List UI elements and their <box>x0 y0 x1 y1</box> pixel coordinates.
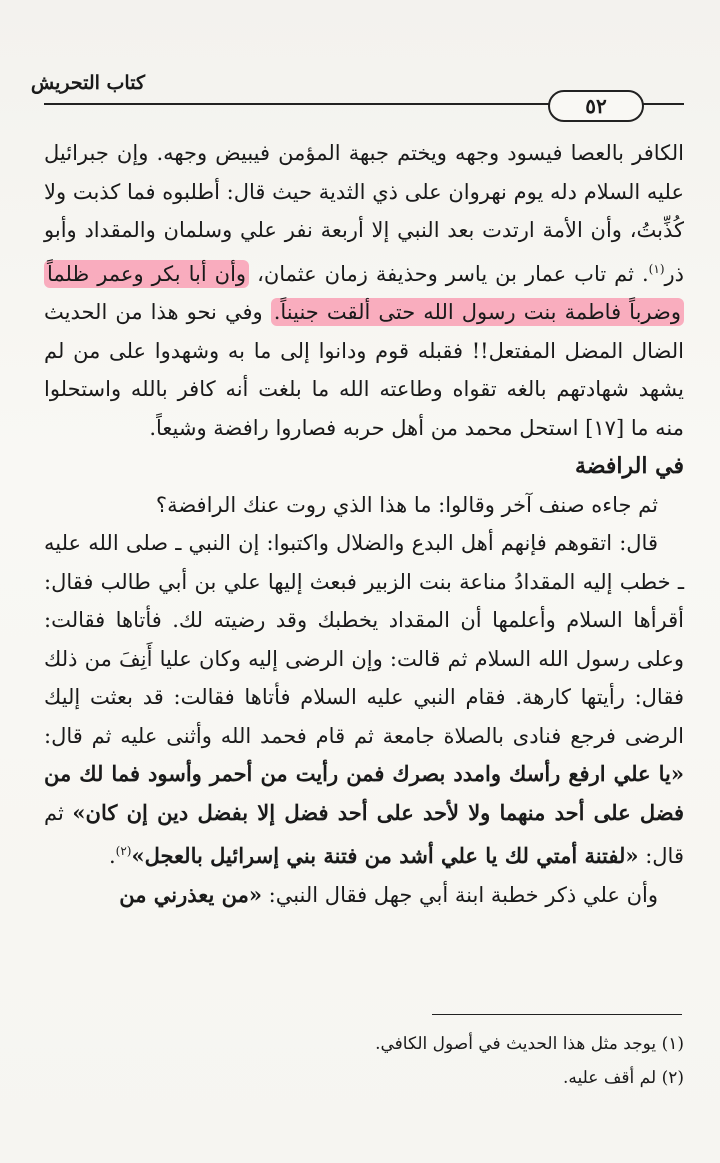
footnote-2: (٢) لم أقف عليه. <box>563 1068 684 1088</box>
footnote-ref-1[interactable]: (١) <box>648 261 665 276</box>
footnote-1: (١) يوجد مثل هذا الحديث في أصول الكافي. <box>375 1034 684 1054</box>
footnote-ref-2[interactable]: (٢) <box>115 844 132 858</box>
paragraph-2: ثم جاءه صنف آخر وقالوا: ما هذا الذي روت عنك الرافضة؟ <box>155 492 658 517</box>
body-text <box>44 134 684 914</box>
running-title: كتاب التحريش <box>30 72 145 94</box>
page-number: ٥٢ <box>548 90 644 122</box>
hadith-quote-2: «لفتنة أمتي لك يا علي أشد من فتنة بني إسرائيل بالعجل» <box>131 843 639 868</box>
footnotes <box>44 1027 684 1095</box>
paragraph-4: وأن علي ذكر خطبة ابنة أبي جهل فقال النبي: «من يعذرني من <box>119 881 658 907</box>
highlighted-sentence: وأن أبا بكر وعمر ظلماً وضرباً فاطمة بنت رسول الله حتى ألقت جنيناً. <box>44 260 684 327</box>
paragraph-1: الكافر بالعصا فيسود وجهه ويختم جبهة المؤمن فيبيض وجهه. وإن جبرائيل عليه السلام دله يوم نهروان على ذي الثدية حيث قال: أطلبوه فما كذبت ولا كُذِّبتُ، وأن الأمة ارتدت بعد النبي إلا أربعة نفر علي وسلمان والمقداد وأبو ذر$^{(١)}$. ثم تاب عمار بن ياسر وحذيفة زمان عثمان، وأن أبا بكر وعمر ظلماً وضرباً فاطمة بنت رسول الله حتى ألقت جنيناً. وفي نحو هذا من الحديث الضال المضل المفتعل!! فقبله قوم ودانوا إلى ما به وشهدوا على من لم يشهد شهادتهم بالغه تقواه وطاعته الله ما بلغت أنه كافر بالله واستحلوا منه ما [١٧] استحل محمد من أهل حربه فصاروا رافضة وشيعاً. <box>44 141 684 440</box>
footnote-rule <box>432 1014 682 1015</box>
hadith-quote-1: «يا علي ارفع رأسك وامدد بصرك فمن رأيت من أحمر وأسود فما لك من فضل على أحد منهما ولا لأحد على أحد فضل إلا بفضل دين إن كان» <box>44 761 684 825</box>
section-heading: في الرافضة <box>575 453 684 479</box>
hadith-quote-3: «من يعذرني من <box>119 881 262 907</box>
paragraph-3: قال: اتقوهم فإنهم أهل البدع والضلال واكتبوا: إن النبي ـ صلى الله عليه ـ خطب إليه المقدادُ مناعة بنت الزبير فبعث إليها علي بن أبي طالب فقال: أقرأها السلام وأعلمها أن المقداد يخطبك وقد رضيته لك. فأتاها فقالت: وعلى رسول الله السلام ثم قالت: وإن الرضى إليه وكان عليا أَنِفَ من ذلك فقال: رأيتها كارهة. فقام النبي عليه السلام فأتاها فقالت: قد بعثت إليك الرضى فرجع فنادى بالصلاة جامعة ثم قام فحمد الله وأثنى عليه ثم قال: «يا علي ارفع رأسك وامدد بصرك فمن رأيت من أحمر وأسود فما لك من فضل على أحد منهما ولا لأحد على أحد فضل إلا بفضل دين إن كان» ثم قال: «لفتنة أمتي لك يا علي أشد من فتنة بني إسرائيل بالعجل»$^{(٢)}$. <box>44 531 684 868</box>
